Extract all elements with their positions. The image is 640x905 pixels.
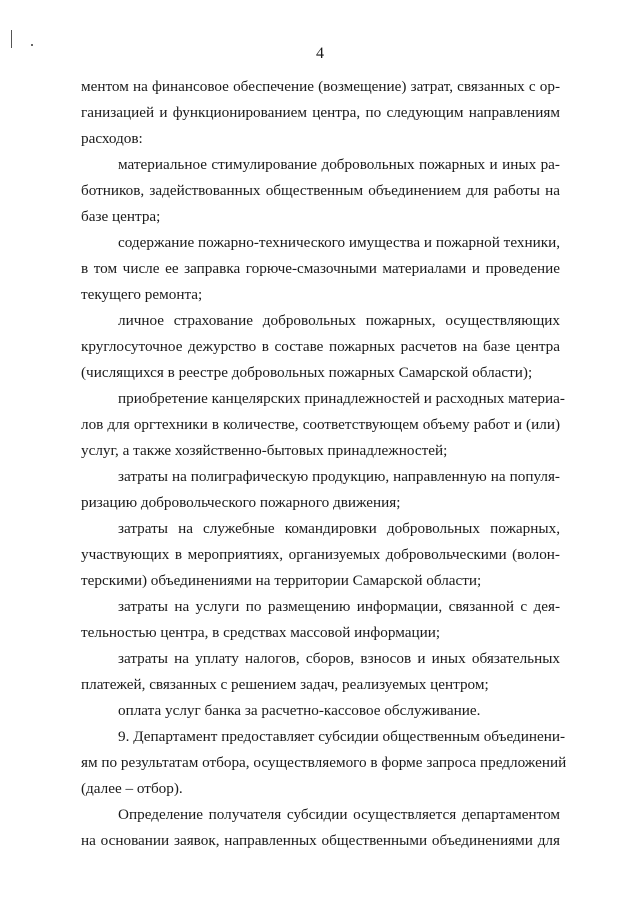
text-line: личное страхование добровольных пожарных, осуществляющих bbox=[118, 312, 560, 329]
page-number: 4 bbox=[316, 45, 324, 62]
text-line: затраты на услуги по размещению информации, связанной с дея- bbox=[118, 598, 560, 615]
text-line: содержание пожарно-технического имущества и пожарной техники, bbox=[118, 234, 561, 251]
text-line: оплата услуг банка за расчетно-кассовое обслуживание. bbox=[118, 702, 481, 719]
text-line: круглосуточное дежурство в составе пожарных расчетов на базе центра bbox=[81, 338, 560, 355]
text-line: ментом на финансовое обеспечение (возмещение) затрат, связанных с ор- bbox=[81, 78, 560, 95]
text-line: лов для оргтехники в количестве, соответствующем объему работ и (или) bbox=[81, 416, 560, 433]
text-line: в том числе ее заправка горюче-смазочными материалами и проведение bbox=[81, 260, 560, 277]
text-line: (далее – отбор). bbox=[81, 780, 183, 797]
text-line: участвующих в мероприятиях, организуемых добровольческими (волон- bbox=[81, 546, 560, 563]
text-line: текущего ремонта; bbox=[81, 286, 203, 303]
text-line: затраты на служебные командировки добровольных пожарных, bbox=[118, 520, 560, 537]
text-line: затраты на уплату налогов, сборов, взносов и иных обязательных bbox=[118, 650, 560, 667]
text-line: ям по результатам отбора, осуществляемого в форме запроса предложений bbox=[81, 754, 567, 771]
text-line: тельностью центра, в средствах массовой информации; bbox=[81, 624, 441, 641]
text-line: терскими) объединениями на территории Самарской области; bbox=[81, 572, 482, 589]
text-line: материальное стимулирование добровольных пожарных и иных ра- bbox=[118, 156, 560, 173]
text-line: расходов: bbox=[81, 130, 143, 147]
text-line: Определение получателя субсидии осуществляется департаментом bbox=[118, 806, 560, 823]
text-line: ризацию добровольческого пожарного движения; bbox=[81, 494, 401, 511]
text-line: 9. Департамент предоставляет субсидии общественным объединени- bbox=[118, 728, 566, 745]
text-line: затраты на полиграфическую продукцию, направленную на популя- bbox=[118, 468, 560, 485]
text-line: базе центра; bbox=[81, 208, 161, 225]
text-line: приобретение канцелярских принадлежностей и расходных материа- bbox=[118, 390, 565, 407]
text-line: услуг, а также хозяйственно-бытовых принадлежностей; bbox=[81, 442, 448, 459]
text-line: на основании заявок, направленных общественными объединениями для bbox=[81, 832, 560, 849]
text-line: ботников, задействованных общественным объединением для работы на bbox=[81, 182, 560, 199]
text-line: платежей, связанных с решением задач, реализуемых центром; bbox=[81, 676, 489, 693]
text-line: ганизацией и функционированием центра, по следующим направлениям bbox=[81, 104, 560, 121]
text-line: (числящихся в реестре добровольных пожарных Самарской области); bbox=[81, 364, 533, 381]
